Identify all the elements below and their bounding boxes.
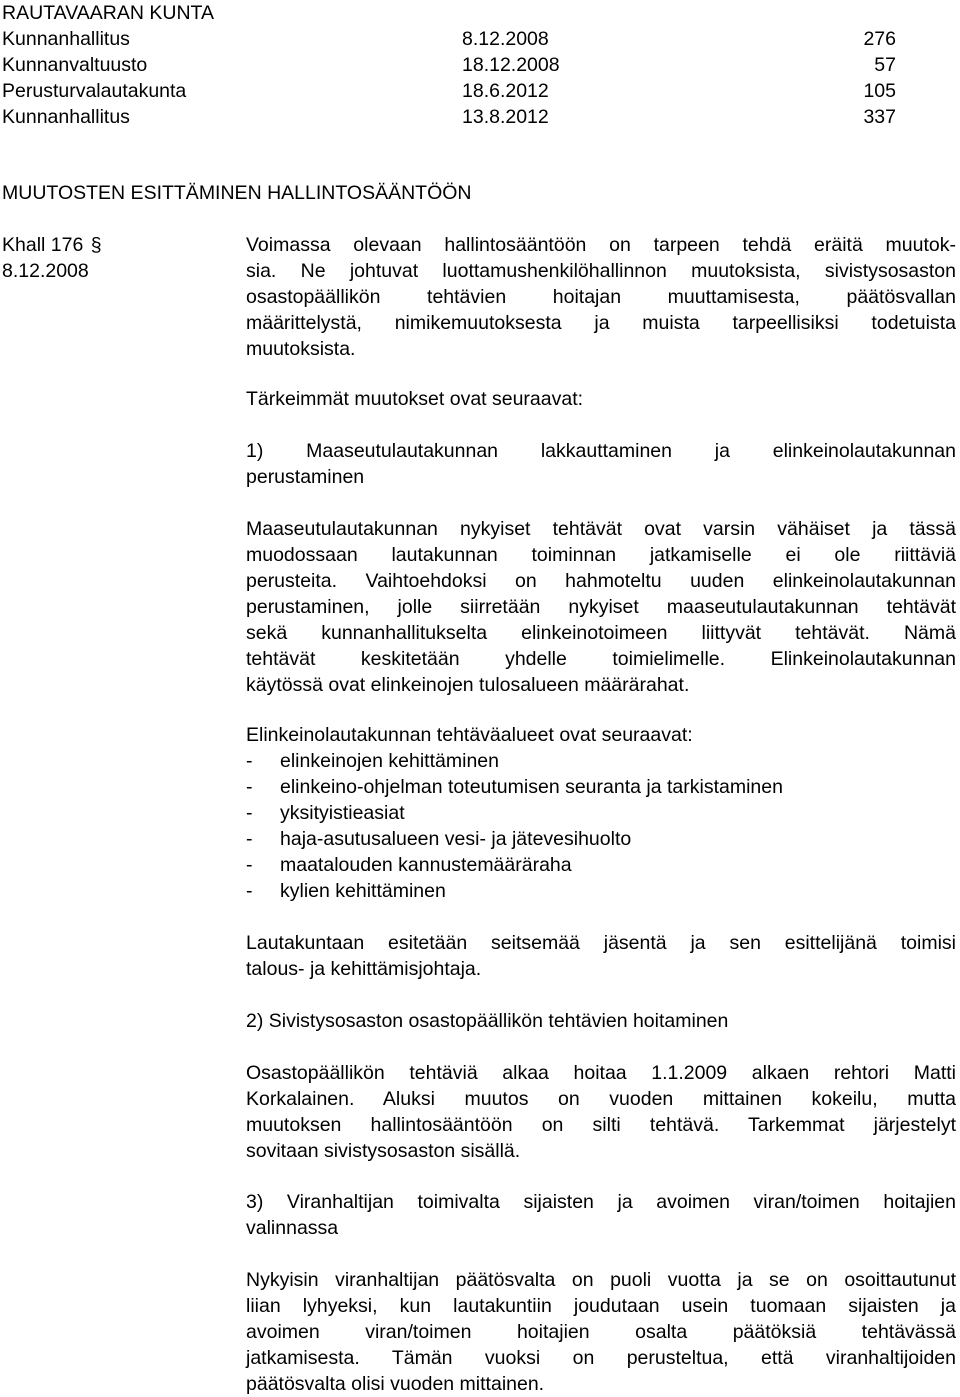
meeting-row — [2, 52, 902, 78]
text-line: Maaseutulautakunnan nykyiset tehtävät ovat varsin vähäiset ja tässä — [246, 518, 956, 540]
list-item — [246, 800, 956, 826]
meeting-date: 18.12.2008 — [462, 54, 560, 76]
text-line: Voimassa olevaan hallintosääntöön on tarpeen tehdä eräitä muutok- — [246, 234, 956, 256]
meeting-date: 8.12.2008 — [462, 28, 549, 50]
text-line: tehtävät keskitetään yhdelle toimielimelle. Elinkeinolautakunnan — [246, 648, 956, 670]
text-line: Lautakuntaan esitetään seitsemää jäsentä ja sen esittelijänä toimisi — [246, 932, 956, 954]
text-line: Tärkeimmät muutokset ovat seuraavat: — [246, 388, 584, 410]
meeting-row — [2, 78, 902, 104]
meeting-body: Perusturvalautakunta — [2, 80, 187, 102]
text-line: jatkamisesta. Tämän vuoksi on perusteltua, että viranhaltijoiden — [246, 1347, 956, 1369]
document-title: MUUTOSTEN ESITTÄMINEN HALLINTOSÄÄNTÖÖN — [2, 182, 472, 204]
text-line: sekä kunnanhallitukselta elinkeinotoimeen liittyvät tehtävät. Nämä — [246, 622, 956, 644]
item3-heading — [246, 1189, 956, 1241]
meeting-body: Kunnanhallitus — [2, 28, 130, 50]
text-line: muutoksista. — [246, 338, 356, 360]
text-line: Osastopäällikön tehtäviä alkaa hoitaa 1.1.2009 alkaen rehtori Matti — [246, 1062, 956, 1084]
text-line: määrittelystä, nimikemuutoksesta ja muista tarpeellisiksi todetuista — [246, 312, 956, 334]
meeting-body: Kunnanvaltuusto — [2, 54, 148, 76]
text-line: perustaminen — [246, 466, 365, 488]
text-line: sovitaan sivistysosaston sisällä. — [246, 1140, 521, 1162]
meeting-number: 105 — [863, 80, 896, 102]
list-item — [246, 852, 956, 878]
meeting-row — [2, 26, 902, 52]
list-item — [246, 878, 956, 904]
list-item-text: yksityistieasiat — [280, 802, 405, 824]
dash-bullet: - — [246, 854, 253, 876]
text-line: avoimen viran/toimen hoitajien osalta päätöksiä tehtävässä — [246, 1321, 956, 1343]
dash-bullet: - — [246, 776, 253, 798]
board-paragraph — [246, 930, 956, 982]
meeting-number: 276 — [863, 28, 896, 50]
dash-bullet: - — [246, 750, 253, 772]
list-item — [246, 774, 956, 800]
text-line: käytössä ovat elinkeinojen tulosalueen määrärahat. — [246, 674, 690, 696]
item3-body — [246, 1267, 956, 1397]
meeting-body: Kunnanhallitus — [2, 106, 130, 128]
dash-bullet: - — [246, 828, 253, 850]
item1-heading — [246, 438, 956, 490]
item1-body — [246, 516, 956, 698]
text-line: 3) Viranhaltijan toimivalta sijaisten ja avoimen viran/toimen hoitajien — [246, 1191, 956, 1213]
text-line: muutoksen hallintosääntöön on silti tehtävä. Tarkemmat järjestelyt — [246, 1114, 956, 1136]
section-sign: § — [90, 234, 102, 256]
main-changes-heading — [246, 386, 956, 412]
meeting-row — [2, 104, 902, 130]
text-line: osastopäällikön tehtävien hoitajan muuttamisesta, päätösvallan — [246, 286, 956, 308]
list-item — [246, 748, 956, 774]
list-item — [246, 826, 956, 852]
text-line: 1) Maaseutulautakunnan lakkauttaminen ja elinkeinolautakunnan — [246, 440, 956, 462]
organization-name: RAUTAVAARAN KUNTA — [2, 2, 214, 24]
list-item-text: haja-asutusalueen vesi- ja jätevesihuolto — [280, 828, 632, 850]
list-item-text: maatalouden kannustemääräraha — [280, 854, 572, 876]
meeting-number: 57 — [874, 54, 896, 76]
item2-heading — [246, 1008, 956, 1034]
text-line: Korkalainen. Aluksi muutos on vuoden mittainen kokeilu, mutta — [246, 1088, 956, 1110]
text-line: liian lyhyeksi, kun lautakuntiin joudutaan usein tuomaan sijaisten ja — [246, 1295, 956, 1317]
text-line: Nykyisin viranhaltijan päätösvalta on puoli vuotta ja se on osoittautunut — [246, 1269, 956, 1291]
text-line: perusteita. Vaihtoehdoksi on hahmoteltu uuden elinkeinolautakunnan — [246, 570, 956, 592]
text-line: päätösvalta olisi vuoden mittainen. — [246, 1373, 545, 1395]
text-line: 2) Sivistysosaston osastopäällikön tehtävien hoitaminen — [246, 1010, 729, 1032]
list-item-text: elinkeinojen kehittäminen — [280, 750, 499, 772]
text-line: valinnassa — [246, 1217, 339, 1239]
dash-bullet: - — [246, 880, 253, 902]
text-line: sia. Ne johtuvat luottamushenkilöhallinnon muutoksista, sivistysosaston — [246, 260, 956, 282]
dash-bullet: - — [246, 802, 253, 824]
meeting-date: 13.8.2012 — [462, 106, 549, 128]
meeting-date: 18.6.2012 — [462, 80, 549, 102]
text-line: perustaminen, jolle siirretään nykyiset maaseutulautakunnan tehtävät — [246, 596, 956, 618]
intro-paragraph — [246, 232, 956, 362]
list-item-text: elinkeino-ohjelman toteutumisen seuranta ja tarkistaminen — [280, 776, 783, 798]
meeting-number: 337 — [863, 106, 896, 128]
text-line: talous- ja kehittämisjohtaja. — [246, 958, 482, 980]
duties-section — [246, 722, 956, 904]
reference-date: 8.12.2008 — [2, 260, 89, 282]
reference-label-text: Khall 176 — [2, 234, 84, 256]
text-line: muodossaan lautakunnan toiminnan jatkamiselle ei ole riittäviä — [246, 544, 956, 566]
duties-heading: Elinkeinolautakunnan tehtäväalueet ovat seuraavat: — [246, 724, 693, 746]
item2-body — [246, 1060, 956, 1164]
reference-label — [2, 232, 102, 258]
list-item-text: kylien kehittäminen — [280, 880, 446, 902]
